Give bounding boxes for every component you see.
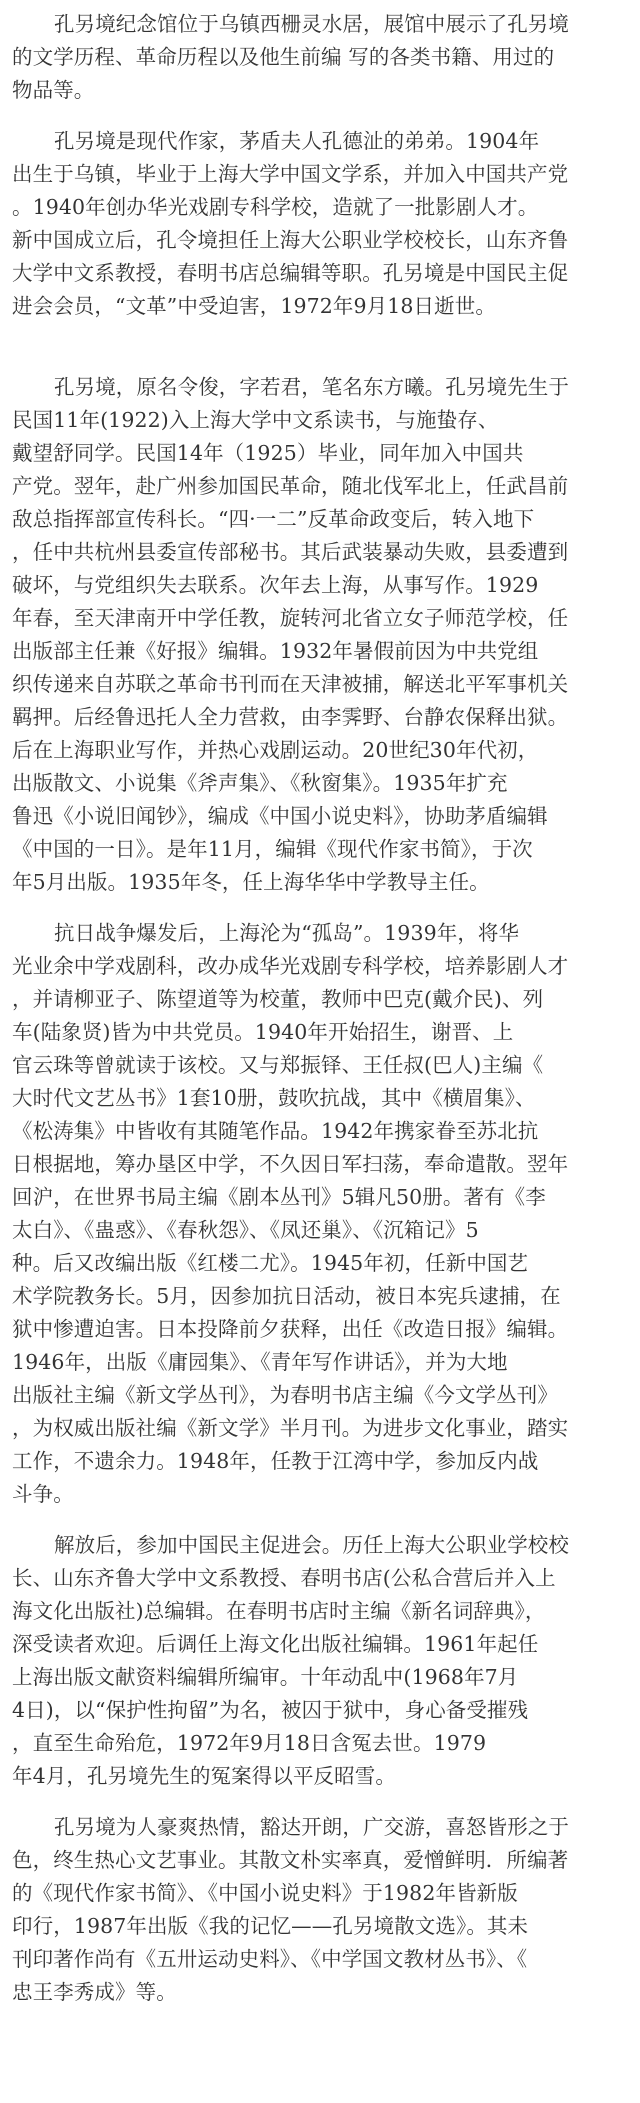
text-line: 后在上海职业写作，并热心戏剧运动。20世纪30年代初， [12, 738, 539, 762]
text-line: 进会会员，“文革”中受迫害，1972年9月18日逝世。 [12, 294, 496, 318]
text-line: 日根据地，筹办垦区中学，不久因日军扫荡，奉命遣散。翌年 [12, 1152, 569, 1176]
text-line: 忠王李秀成》等。 [12, 1980, 177, 2004]
text-line: 1946年，出版《庸园集》、《青年写作讲话》，并为大地 [12, 1350, 508, 1374]
text-line: 织传递来自苏联之革命书刊而在天津被捕，解送北平军事机关 [12, 672, 569, 696]
text-line: 孔另境是现代作家，茅盾夫人孔德沚的弟弟。1904年 [54, 129, 540, 153]
text-line: 刊印著作尚有《五卅运动史料》、《中学国文教材丛书》、《 [12, 1947, 528, 1971]
text-line: 上海出版文献资料编辑所编审。十年动乱中(1968年7月 [12, 1665, 519, 1689]
text-line: 光业余中学戏剧科，改办成华光戏剧专科学校，培养影剧人才 [12, 954, 569, 978]
text-line: 深受读者欢迎。后调任上海文化出版社编辑。1961年起任 [12, 1632, 539, 1656]
text-line: 年4月，孔另境先生的冤案得以平反昭雪。 [12, 1764, 396, 1788]
text-line: 官云珠等曾就读于该校。又与郑振铎、王任叔(巴人)主编《 [12, 1053, 544, 1077]
text-line: 的文学历程、革命历程以及他生前编 写的各类书籍、用过的 [12, 45, 555, 69]
text-line: 车(陆象贤)皆为中共党员。1940年开始招生，谢晋、上 [12, 1020, 514, 1044]
text-line: 产党。翌年，赴广州参加国民革命，随北伐军北上，任武昌前 [12, 474, 569, 498]
text-line: 戴望舒同学。民国14年（1925）毕业，同年加入中国共 [12, 441, 524, 465]
paragraph-post-liberation [12, 1529, 628, 1793]
paragraph-war-years [12, 917, 628, 1511]
text-line: 年5月出版。1935年冬，任上海华华中学教导主任。 [12, 870, 490, 894]
text-line: 斗争。 [12, 1482, 74, 1506]
text-line: 狱中惨遭迫害。日本投降前夕获释，出任《改造日报》编辑。 [12, 1317, 569, 1341]
text-line: 羁押。后经鲁迅托人全力营救，由李霁野、台静农保释出狱。 [12, 705, 569, 729]
text-line: 大时代文艺丛书》1套10册，鼓吹抗战，其中《横眉集》、 [12, 1086, 536, 1110]
paragraph-legacy [12, 1811, 628, 2009]
text-line: 新中国成立后，孔令境担任上海大公职业学校校长，山东齐鲁 [12, 228, 569, 252]
text-line: 民国11年(1922)入上海大学中文系读书，与施蛰存、 [12, 408, 499, 432]
text-line: ，直至生命殆危，1972年9月18日含冤去世。1979 [12, 1731, 487, 1755]
text-line: 术学院教务长。5月，因参加抗日活动，被日本宪兵逮捕，在 [12, 1284, 561, 1308]
text-line: 年春，至天津南开中学任教，旋转河北省立女子师范学校，任 [12, 606, 569, 630]
text-line: 种。后又改编出版《红楼二尤》。1945年初，任新中国艺 [12, 1251, 529, 1275]
text-line: 孔另境，原名令俊，字若君，笔名东方曦。孔另境先生于 [54, 375, 569, 399]
text-line: 物品等。 [12, 78, 95, 102]
paragraph-intro [12, 8, 628, 107]
text-line: ，任中共杭州县委宣传部秘书。其后武装暴动失败，县委遭到 [12, 540, 569, 564]
text-line: 抗日战争爆发后，上海沦为“孤岛”。1939年，将华 [54, 921, 520, 945]
text-line: 回沪，在世界书局主编《剧本丛刊》5辑凡50册。著有《李 [12, 1185, 546, 1209]
text-line: 4日)，以“保护性拘留”为名，被囚于狱中，身心备受摧残 [12, 1698, 529, 1722]
text-line: 的《现代作家书简》、《中国小说史料》于1982年皆新版 [12, 1881, 518, 1905]
text-line: 解放后，参加中国民主促进会。历任上海大公职业学校校 [54, 1533, 569, 1557]
text-line: 敌总指挥部宣传科长。“四·一二”反革命政变后，转入地下 [12, 507, 535, 531]
text-line: 孔另境纪念馆位于乌镇西栅灵水居，展馆中展示了孔另境 [54, 12, 569, 36]
text-line: 破坏，与党组织失去联系。次年去上海，从事写作。1929 [12, 573, 539, 597]
text-line: 《中国的一日》。是年11月，编辑《现代作家书简》，于次 [12, 837, 533, 861]
text-line: 色，终生热心文艺事业。其散文朴实率真，爱憎鲜明．所编著 [12, 1848, 569, 1872]
text-line: 出版社主编《新文学丛刊》，为春明书店主编《今文学丛刊》 [12, 1383, 558, 1407]
text-line: 。1940年创办华光戏剧专科学校，造就了一批影剧人才。 [12, 195, 539, 219]
text-line: 《松涛集》中皆收有其随笔作品。1942年携家眷至苏北抗 [12, 1119, 539, 1143]
text-line: 长、山东齐鲁大学中文系教授、春明书店(公私合营后并入上 [12, 1566, 556, 1590]
text-line: 孔另境为人豪爽热情，豁达开朗，广交游，喜怒皆形之于 [54, 1815, 569, 1839]
text-line: 出生于乌镇，毕业于上海大学中国文学系，并加入中国共产党 [12, 162, 569, 186]
paragraph-biography-early [12, 371, 628, 899]
text-line: 大学中文系教授，春明书店总编辑等职。孔另境是中国民主促 [12, 261, 569, 285]
text-line: ，并请柳亚子、陈望道等为校董，教师中巴克(戴介民)、列 [12, 987, 544, 1011]
text-line: 印行，1987年出版《我的记忆——孔另境散文选》。其未 [12, 1914, 529, 1938]
section-spacer [12, 341, 628, 371]
text-line: 出版散文、小说集《斧声集》、《秋窗集》。1935年扩充 [12, 771, 508, 795]
text-line: 出版部主任兼《好报》编辑。1932年暑假前因为中共党组 [12, 639, 539, 663]
text-line: 鲁迅《小说旧闻钞》，编成《中国小说史料》，协助茅盾编辑 [12, 804, 548, 828]
text-line: 太白》、《蛊惑》、《春秋怨》、《凤还巢》、《沉箱记》5 [12, 1218, 479, 1242]
paragraph-summary [12, 125, 628, 323]
text-line: 海文化出版社)总编辑。在春明书店时主编《新名词辞典》， [12, 1599, 546, 1623]
text-line: 工作，不遗余力。1948年，任教于江湾中学，参加反内战 [12, 1449, 539, 1473]
text-line: ，为权威出版社编《新文学》半月刊。为进步文化事业，踏实 [12, 1416, 569, 1440]
